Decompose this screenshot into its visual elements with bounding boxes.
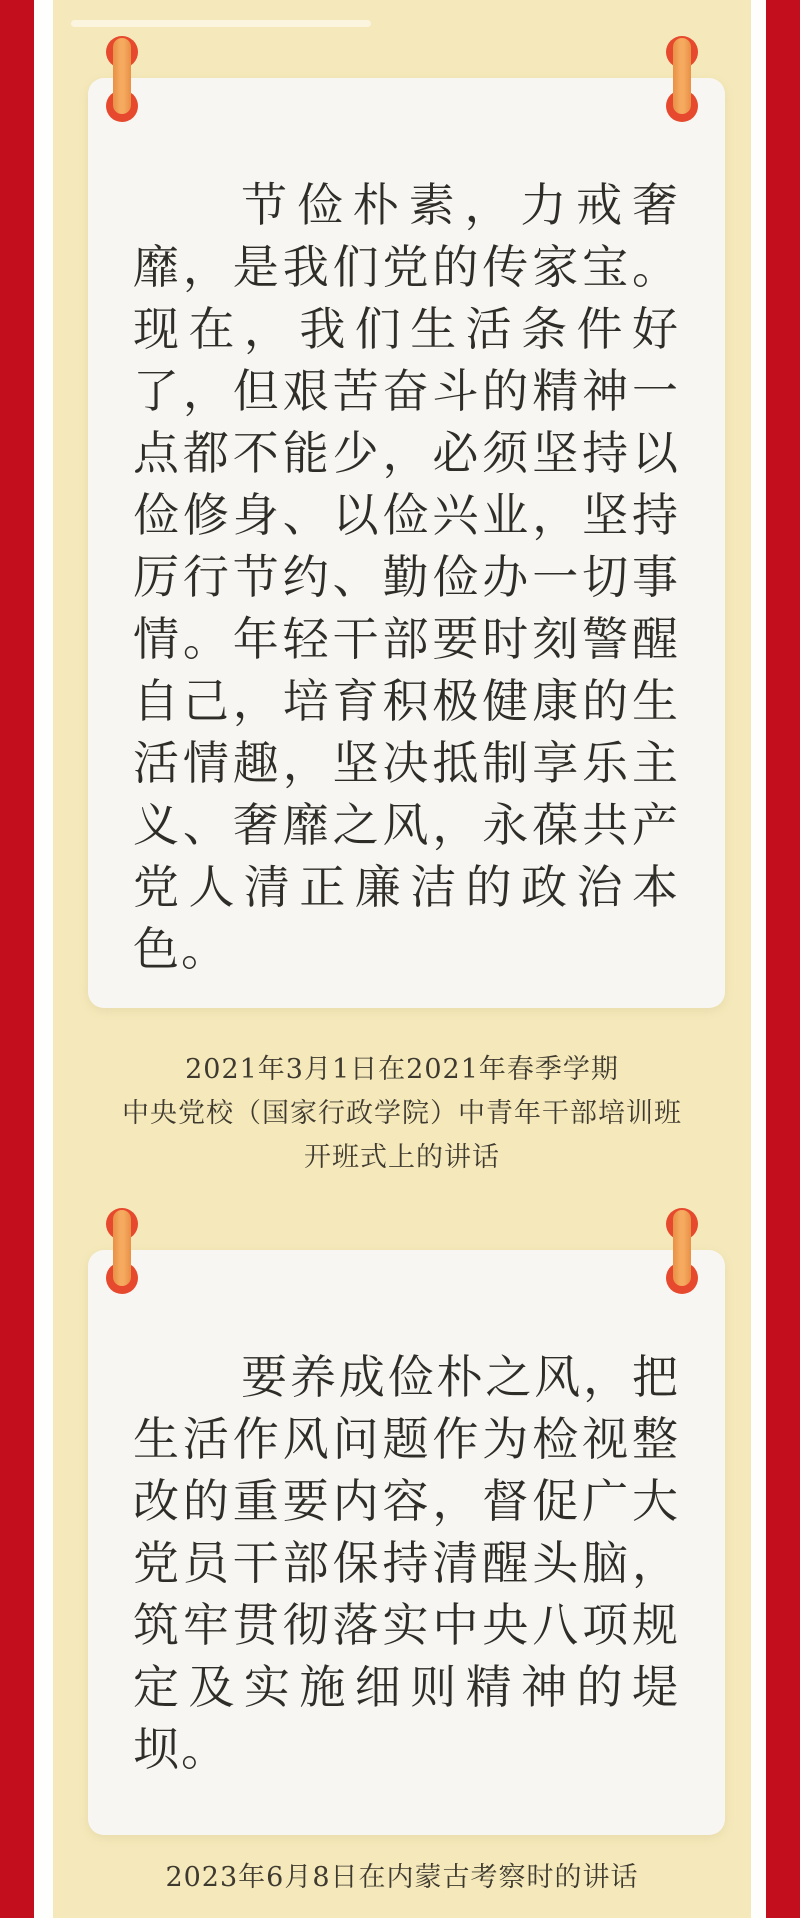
pin-icon: [666, 36, 698, 126]
pin-bar: [673, 38, 691, 114]
pin-icon: [106, 36, 138, 126]
attribution-2: [53, 1856, 751, 1900]
pin-icon: [106, 1208, 138, 1298]
right-red-border: [766, 0, 800, 1918]
attribution-line: 中央党校（国家行政学院）中青年干部培训班: [122, 1098, 682, 1129]
attribution-line: 2023年6月8日在内蒙古考察时的讲话: [165, 1862, 639, 1893]
previous-card-edge: [71, 20, 371, 27]
quote-card-2: [88, 1250, 725, 1835]
pin-icon: [666, 1208, 698, 1298]
attribution-line: 2021年3月1日在2021年春季学期: [185, 1054, 619, 1085]
quote-text-1: 节俭朴素，力戒奢靡，是我们党的传家宝。现在，我们生活条件好了，但艰苦奋斗的精神一点都不能少，必须坚持以俭修身、以俭兴业，坚持厉行节约、勤俭办一切事情。年轻干部要时刻警醒自己，培育积极健康的生活情趣，坚决抵制享乐主义、奢靡之风，永葆共产党人清正廉洁的政治本色。: [133, 178, 680, 976]
quote-card-1: [88, 78, 725, 1008]
left-red-border: [0, 0, 34, 1918]
quote-text-2: 要养成俭朴之风，把生活作风问题作为检视整改的重要内容，督促广大党员干部保持清醒头脑，筑牢贯彻落实中央八项规定及实施细则精神的堤坝。: [133, 1350, 680, 1776]
pin-bar: [113, 1210, 131, 1286]
attribution-line: 开班式上的讲话: [304, 1142, 500, 1173]
content-area: [53, 0, 751, 1918]
attribution-1: [53, 1048, 751, 1180]
pin-bar: [113, 38, 131, 114]
pin-bar: [673, 1210, 691, 1286]
